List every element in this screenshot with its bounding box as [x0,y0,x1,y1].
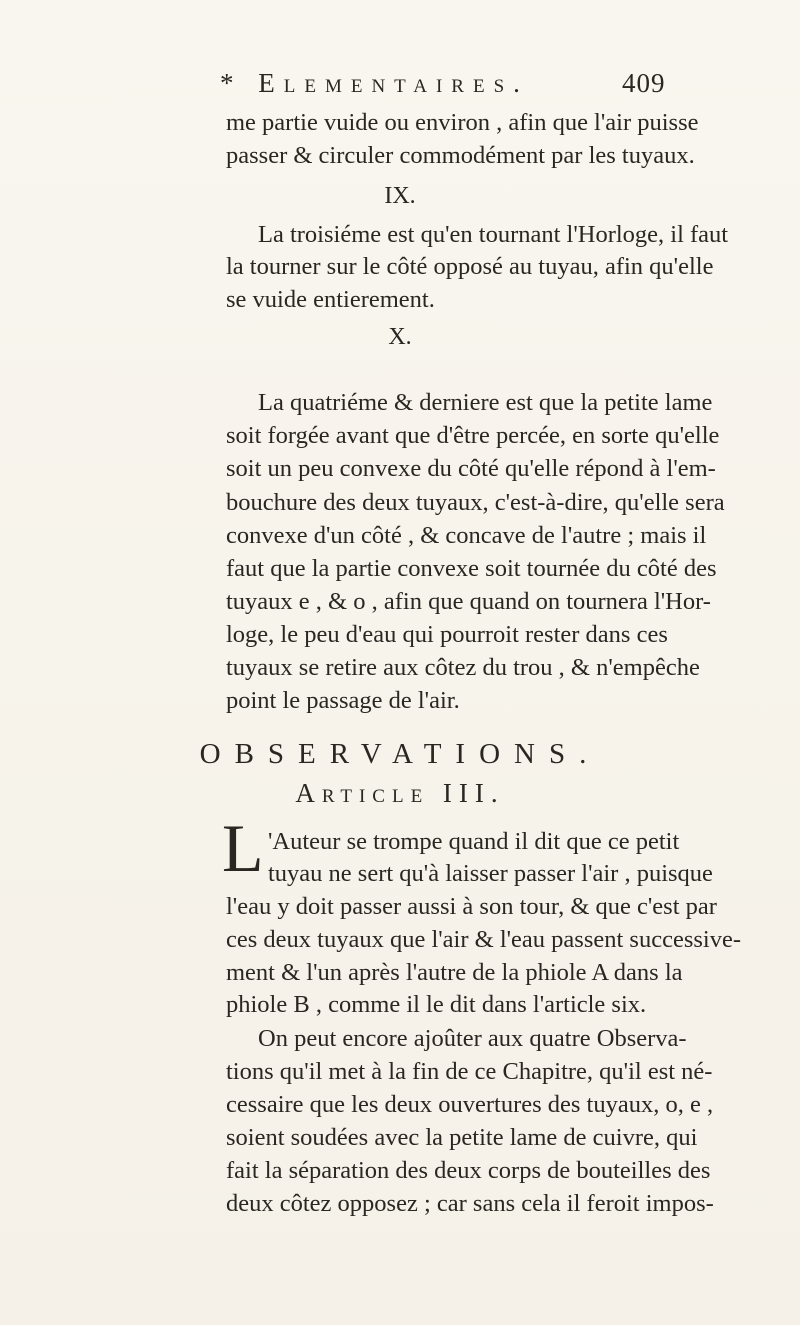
text-line: phiole B , comme il le dit dans l'article six. [226,991,647,1018]
text-line: soit un peu convexe du côté qu'elle répond à l'em- [226,455,716,482]
text-line: se vuide entierement. [226,286,435,313]
text-line: me partie vuide ou environ , afin que l'air puisse [226,109,699,136]
text-line: La quatriéme & derniere est que la petite lame [258,389,713,416]
text-line: point le passage de l'air. [226,687,460,714]
text-line: ment & l'un après l'autre de la phiole A dans la [226,959,683,986]
text-line: cessaire que les deux ouvertures des tuyaux, o, e , [226,1091,714,1118]
section-number: IX. [384,183,416,209]
drop-cap: L [222,810,264,886]
page-number: 409 [622,68,666,98]
text-line: ces deux tuyaux que l'air & l'eau passent successive- [226,926,741,953]
text-line: On peut encore ajoûter aux quatre Observa- [258,1025,687,1052]
text-line: bouchure des deux tuyaux, c'est-à-dire, qu'elle sera [226,489,725,516]
text-line: tuyaux e , & o , afin que quand on tournera l'Hor- [226,588,711,615]
text-line: passer & circuler commodément par les tuyaux. [226,142,695,169]
text-line: soient soudées avec la petite lame de cuivre, qui [226,1124,698,1151]
text-line: deux côtez opposez ; car sans cela il feroit impos- [226,1190,714,1217]
observations-heading: OBSERVATIONS. [199,738,601,770]
article-heading: Article III. [295,778,505,808]
text-line: l'eau y doit passer aussi à son tour, & que c'est par [226,893,717,920]
text-line: faut que la partie convexe soit tournée du côté des [226,555,717,582]
text-line: tuyau ne sert qu'à laisser passer l'air , puisque [268,860,713,887]
text-line: soit forgée avant que d'être percée, en sorte qu'elle [226,422,720,449]
text-line: La troisiéme est qu'en tournant l'Horloge, il faut [258,221,729,248]
text-line: loge, le peu d'eau qui pourroit rester dans ces [226,621,668,648]
text-line: la tourner sur le côté opposé au tuyau, afin qu'elle [226,253,714,280]
text-line: 'Auteur se trompe quand il dit que ce petit [268,828,680,855]
text-line: tuyaux se retire aux côtez du trou , & n'empêche [226,654,700,681]
page-header [0,68,800,108]
text-line: fait la séparation des deux corps de bouteilles des [226,1157,711,1184]
running-head: * Elementaires. [220,68,529,98]
text-line: tions qu'il met à la fin de ce Chapitre, qu'il est né- [226,1058,713,1085]
section-number: X. [388,324,412,350]
text-line: convexe d'un côté , & concave de l'autre ; mais il [226,522,707,549]
